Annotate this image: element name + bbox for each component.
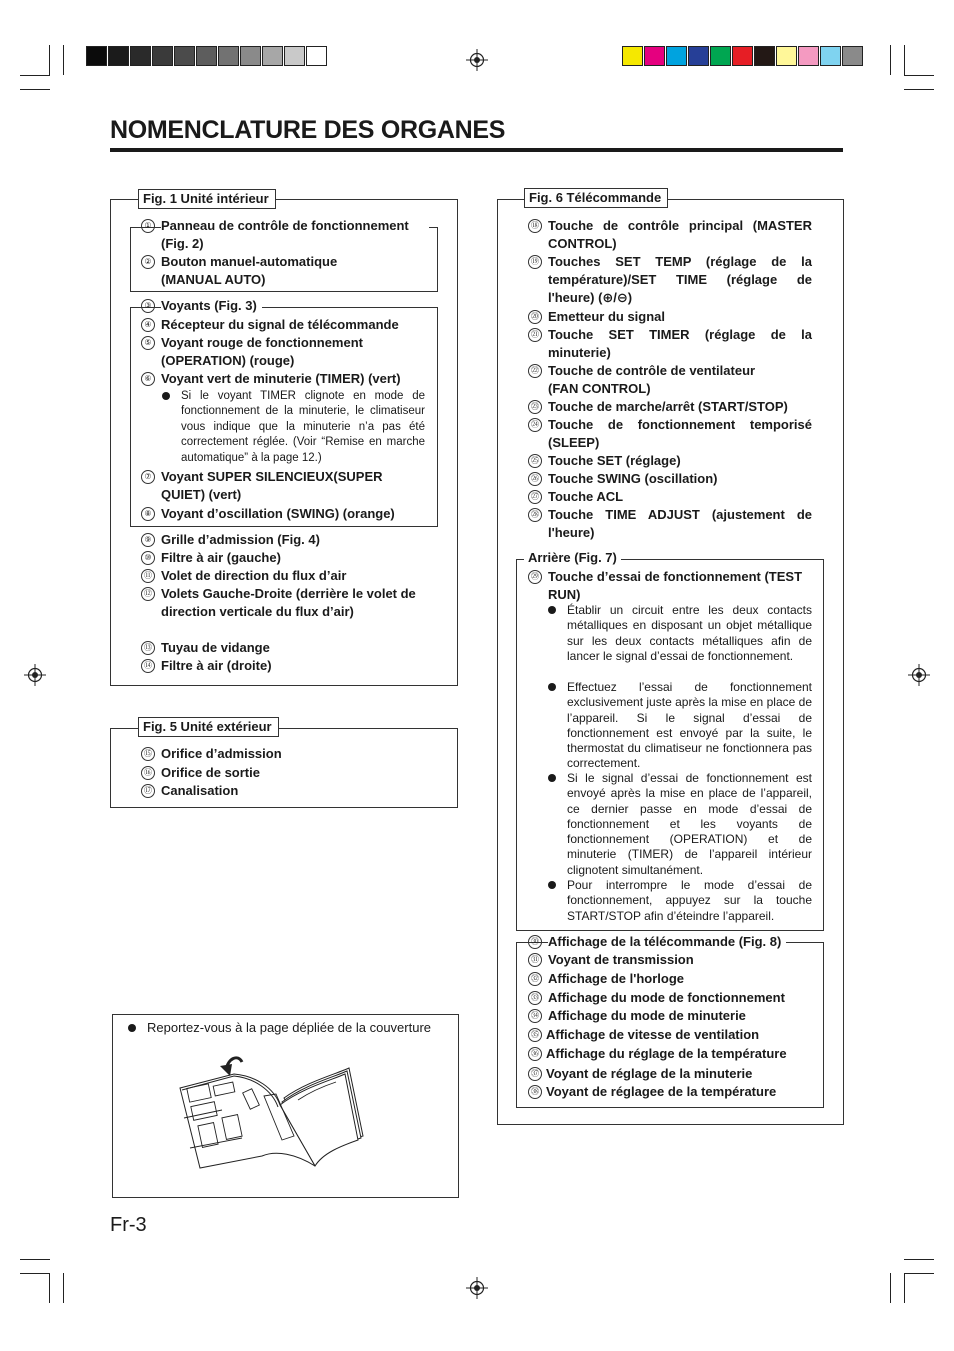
color-swatch bbox=[732, 46, 753, 66]
list-item: ⑧ Voyant d’oscillation (SWING) (orange) bbox=[141, 505, 431, 523]
list-item: ㊱ Affichage du réglage de la température bbox=[528, 1045, 818, 1063]
list-item: ⑪ Volet de direction du flux d’air bbox=[141, 567, 431, 585]
color-swatch bbox=[622, 46, 643, 66]
gray-swatch bbox=[306, 46, 327, 66]
list-item: ⑬ Tuyau de vidange bbox=[141, 639, 431, 657]
gray-swatch bbox=[284, 46, 305, 66]
color-swatch bbox=[644, 46, 665, 66]
list-item: ㉝ Affichage du mode de fonctionnement bbox=[528, 989, 818, 1007]
list-item: ⑯ Orifice de sortie bbox=[141, 764, 431, 782]
list-item: ② Bouton manuel-automatique (MANUAL AUTO) bbox=[141, 253, 371, 289]
page-number: Fr-3 bbox=[110, 1214, 147, 1236]
gray-swatch bbox=[262, 46, 283, 66]
list-item: ⑦ Voyant SUPER SILENCIEUX(SUPER QUIET) (vert) bbox=[141, 468, 401, 504]
list-item: ㉘ Touche TIME ADJUST (ajustement de l'heure) bbox=[528, 506, 812, 542]
list-item: ㉜ Affichage de l'horloge bbox=[528, 970, 818, 988]
list-item: ㉞ Affichage du mode de minuterie bbox=[528, 1007, 818, 1025]
rear-label: Arrière (Fig. 7) bbox=[524, 550, 621, 565]
registration-mark-top bbox=[466, 49, 488, 71]
test-run-bullet: Pour interrompre le mode d’essai de fonctionnement, appuyez sur la touche START/STOP afin d’éteindre l’appareil. bbox=[548, 878, 812, 924]
list-item: ㉔ Touche de fonctionnement temporisé (SLEEP) bbox=[528, 416, 812, 452]
list-item: ㉓ Touche de marche/arrêt (START/STOP) bbox=[528, 398, 812, 416]
temp-up-down-symbols: (⊕/⊖) bbox=[598, 290, 633, 306]
gray-swatch bbox=[174, 46, 195, 66]
list-item: ㉗ Touche ACL bbox=[528, 488, 812, 506]
fig6-label: Fig. 6 Télécommande bbox=[524, 188, 668, 208]
list-item: ㉕ Touche SET (réglage) bbox=[528, 452, 812, 470]
list-item: ㊲ Voyant de réglage de la minuterie bbox=[528, 1065, 818, 1083]
color-swatch bbox=[754, 46, 775, 66]
list-item: ⑭ Filtre à air (droite) bbox=[141, 657, 431, 675]
color-swatch bbox=[842, 46, 863, 66]
list-item: ⑫ Volets Gauche-Droite (derrière le volet de direction verticale du flux d’air) bbox=[141, 585, 431, 621]
list-item: ㉛ Voyant de transmission bbox=[528, 951, 818, 969]
list-item: ⑳ Emetteur du signal bbox=[528, 308, 812, 326]
gray-calibration-bar bbox=[86, 46, 328, 66]
list-item: ㉖ Touche SWING (oscillation) bbox=[528, 470, 812, 488]
list-item: ㉙ Touche d’essai de fonctionnement (TEST RUN) bbox=[528, 568, 812, 604]
color-calibration-bar bbox=[622, 46, 864, 66]
timer-note: Si le voyant TIMER clignote en mode de fonctionnement de la minuterie, le climatiseur vous indique que la minuterie n’a pas été correctement réglée. (Voir “Remise en marche automatique” à la page 12.) bbox=[162, 389, 425, 466]
color-swatch bbox=[710, 46, 731, 66]
test-run-bullet: Établir un circuit entre les deux contacts métalliques en disposant un objet métallique sur les deux contacts métalliques afin de lancer le signal d’essai de fonctionnement. bbox=[548, 603, 812, 664]
color-swatch bbox=[798, 46, 819, 66]
gray-swatch bbox=[86, 46, 107, 66]
registration-mark-right bbox=[908, 664, 930, 686]
list-item: ⑥ Voyant vert de minuterie (TIMER) (vert) bbox=[141, 370, 431, 388]
title-rule bbox=[110, 148, 843, 152]
list-item: ㉟ Affichage de vitesse de ventilation bbox=[528, 1026, 818, 1044]
list-item: ㉚ Affichage de la télécommande (Fig. 8) bbox=[528, 933, 812, 951]
test-run-bullet: Si le signal d’essai de fonctionnement est envoyé après la mise en place de l’appareil, ce dernier passe en mode d’essai de fonctionnement et les voyants de fonctionnement (OPERATION) et de minuterie (TIMER) de l’appareil intérieur clignotent simultanément. bbox=[548, 771, 812, 878]
color-swatch bbox=[820, 46, 841, 66]
list-item: ⑨ Grille d’admission (Fig. 4) bbox=[141, 531, 431, 549]
list-item: ⑲ Touches SET TEMP (réglage de la température)/SET TIME (réglage de l'heure) (⊕/⊖) bbox=[528, 253, 812, 308]
list-item: ③ Voyants (Fig. 3) bbox=[141, 297, 429, 315]
fig5-label: Fig. 5 Unité extérieur bbox=[138, 717, 279, 737]
cover-note: Reportez-vous à la page dépliée de la couverture bbox=[128, 1018, 446, 1039]
list-item: ④ Récepteur du signal de télécommande bbox=[141, 316, 431, 334]
gray-swatch bbox=[152, 46, 173, 66]
registration-mark-bottom bbox=[466, 1277, 488, 1299]
list-item: ⑱ Touche de contrôle principal (MASTER CONTROL) bbox=[528, 217, 812, 253]
test-run-bullet: Effectuez l’essai de fonctionnement exclusivement juste après la mise en place de l’appareil. Si le signal d’essai de fonctionnement est envoyé par la suite, le thermostat du climatiseur ne fonctionnera pas correctement. bbox=[548, 680, 812, 772]
list-item: ① Panneau de contrôle de fonctionnement (Fig. 2) bbox=[141, 217, 429, 253]
fig1-label: Fig. 1 Unité intérieur bbox=[138, 189, 276, 209]
gray-swatch bbox=[196, 46, 217, 66]
color-swatch bbox=[666, 46, 687, 66]
list-item: ㊳ Voyant de réglagee de la température bbox=[528, 1083, 818, 1101]
gray-swatch bbox=[108, 46, 129, 66]
color-swatch bbox=[688, 46, 709, 66]
open-booklet-illustration bbox=[176, 1052, 366, 1172]
list-item: ⑮ Orifice d’admission bbox=[141, 745, 431, 763]
gray-swatch bbox=[218, 46, 239, 66]
list-item: ⑤ Voyant rouge de fonctionnement (OPERATION) (rouge) bbox=[141, 334, 391, 370]
list-item: ⑰ Canalisation bbox=[141, 782, 431, 800]
color-swatch bbox=[776, 46, 797, 66]
list-item: ⑩ Filtre à air (gauche) bbox=[141, 549, 431, 567]
list-item: ㉒ Touche de contrôle de ventilateur (FAN CONTROL) bbox=[528, 362, 788, 398]
registration-mark-left bbox=[24, 664, 46, 686]
gray-swatch bbox=[130, 46, 151, 66]
gray-swatch bbox=[240, 46, 261, 66]
page-title: NOMENCLATURE DES ORGANES bbox=[110, 116, 506, 144]
list-item: ㉑ Touche SET TIMER (réglage de la minuterie) bbox=[528, 326, 812, 362]
